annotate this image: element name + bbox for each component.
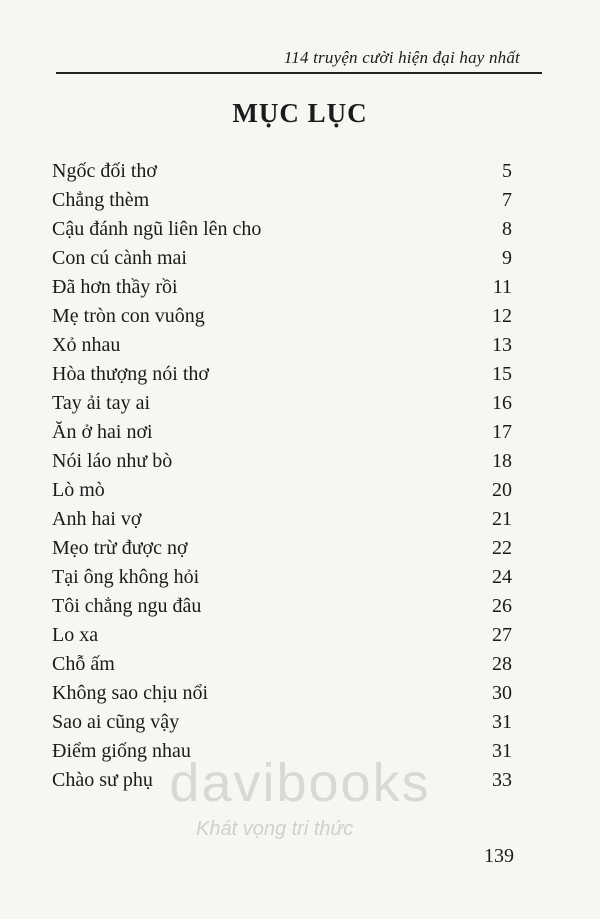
toc-entry-title: Hòa thượng nói thơ <box>52 363 209 385</box>
toc-entry <box>52 537 512 566</box>
toc-entry-page: 20 <box>492 479 512 501</box>
toc-entry-page: 27 <box>492 624 512 646</box>
toc-entry-page: 17 <box>492 421 512 443</box>
toc-entry <box>52 218 512 247</box>
toc-entry-page: 31 <box>492 711 512 733</box>
toc-entry <box>52 276 512 305</box>
toc-entry-title: Ăn ở hai nơi <box>52 421 153 443</box>
toc-entry-page: 12 <box>492 305 512 327</box>
toc-entry-page: 11 <box>492 276 512 298</box>
toc-entry-title: Ngốc đối thơ <box>52 160 158 182</box>
toc-entry-page: 8 <box>502 218 512 240</box>
watermark-tagline: Khát vọng tri thức <box>196 818 354 840</box>
toc-entry <box>52 160 512 189</box>
toc-entry-page: 15 <box>492 363 512 385</box>
watermark-logo: davibooks <box>169 753 431 813</box>
toc-entry <box>52 363 512 392</box>
toc-entry-page: 22 <box>492 537 512 559</box>
toc-entry-title: Tại ông không hỏi <box>52 566 200 588</box>
toc-entry <box>52 305 512 334</box>
toc-entry-title: Chào sư phụ <box>52 769 153 791</box>
toc-entry-page: 26 <box>492 595 512 617</box>
toc-entry-title: Mẹ tròn con vuông <box>52 305 205 327</box>
table-of-contents <box>52 160 512 798</box>
toc-entry-page: 21 <box>492 508 512 530</box>
toc-entry <box>52 392 512 421</box>
toc-entry-title: Chẳng thèm <box>52 189 150 211</box>
toc-entry-page: 16 <box>492 392 512 414</box>
toc-entry-page: 7 <box>502 189 512 211</box>
toc-entry-title: Con cú cành mai <box>52 247 187 269</box>
toc-entry-page: 31 <box>492 740 512 762</box>
toc-entry <box>52 479 512 508</box>
toc-entry <box>52 595 512 624</box>
toc-entry-title: Lo xa <box>52 624 99 646</box>
toc-entry-title: Lò mò <box>52 479 105 501</box>
toc-entry-page: 28 <box>492 653 512 675</box>
toc-entry <box>52 508 512 537</box>
toc-entry <box>52 421 512 450</box>
toc-entry-page: 33 <box>492 769 512 791</box>
page-number: 139 <box>484 845 514 867</box>
toc-entry-title: Sao ai cũng vậy <box>52 711 180 733</box>
toc-entry-title: Chỗ ấm <box>52 653 115 675</box>
toc-entry-title: Anh hai vợ <box>52 508 142 530</box>
toc-entry <box>52 711 512 740</box>
toc-entry <box>52 247 512 276</box>
running-header: 114 truyện cười hiện đại hay nhất <box>283 48 520 67</box>
toc-entry <box>52 653 512 682</box>
toc-entry-title: Đã hơn thầy rồi <box>52 276 178 298</box>
toc-entry-page: 24 <box>492 566 512 588</box>
toc-entry <box>52 624 512 653</box>
page-title: MỤC LỤC <box>232 98 368 128</box>
toc-entry-title: Nói láo như bò <box>52 450 173 472</box>
toc-entry <box>52 769 512 798</box>
toc-entry-title: Không sao chịu nổi <box>52 682 209 704</box>
toc-entry <box>52 334 512 363</box>
toc-entry-page: 9 <box>502 247 512 269</box>
toc-entry-title: Tay ải tay ai <box>52 392 150 414</box>
toc-entry <box>52 566 512 595</box>
toc-entry-page: 30 <box>492 682 512 704</box>
toc-entry <box>52 740 512 769</box>
header-rule <box>56 72 542 74</box>
toc-entry-page: 18 <box>492 450 512 472</box>
toc-entry <box>52 189 512 218</box>
toc-entry <box>52 450 512 479</box>
toc-entry-title: Xỏ nhau <box>52 334 121 356</box>
toc-entry-page: 13 <box>492 334 512 356</box>
toc-entry-title: Mẹo trừ được nợ <box>52 537 188 559</box>
toc-entry-page: 5 <box>502 160 512 182</box>
toc-entry-title: Điểm giống nhau <box>52 740 191 762</box>
toc-entry <box>52 682 512 711</box>
toc-entry-title: Cậu đánh ngũ liên lên cho <box>52 218 262 240</box>
toc-entry-title: Tôi chẳng ngu đâu <box>52 595 202 617</box>
